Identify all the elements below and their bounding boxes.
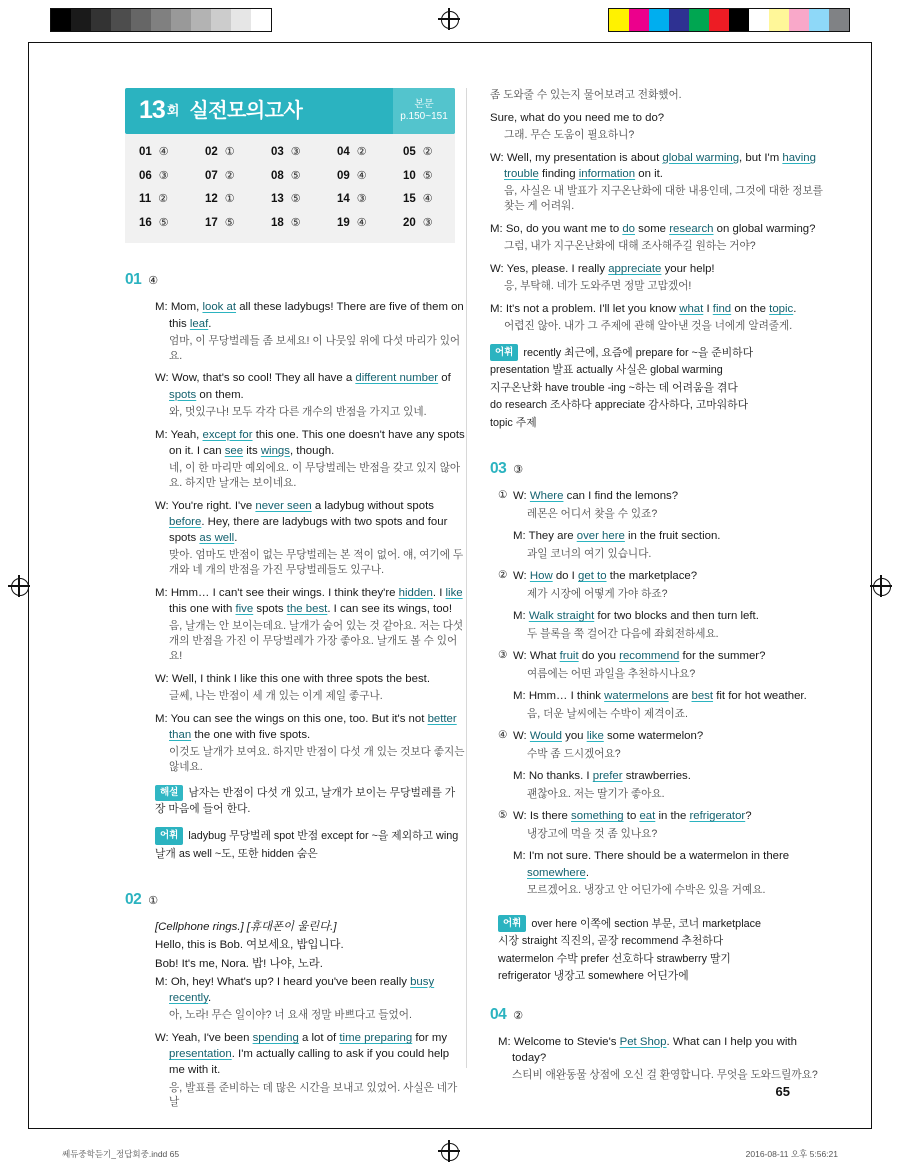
script-line: M: They are over here in the fruit section. bbox=[513, 530, 721, 543]
vocabulary-line: watermelon 수박 prefer 선호하다 strawberry 딸기 bbox=[498, 952, 731, 965]
script-line: M: Yeah, except for this one. This one doesn't have any spots on it. I can see its wings, though. bbox=[155, 428, 465, 457]
answer-choice: ⑤ bbox=[158, 216, 169, 229]
answer-choice: ③ bbox=[422, 216, 433, 229]
vocabulary-line: topic 주제 bbox=[490, 416, 537, 429]
answer-choice: ④ bbox=[158, 146, 169, 158]
sub-dialog bbox=[498, 808, 830, 904]
answer-item bbox=[323, 215, 389, 232]
answer-question-number: 12 bbox=[205, 193, 218, 206]
vocabulary-line: do research 조사하다 appreciate 감사하다, 고마워하다 bbox=[490, 399, 749, 412]
script-line: W: Is there something to eat in the refrigerator? bbox=[513, 810, 752, 823]
script-translation: 수박 좀 드시겠어요? bbox=[527, 747, 621, 760]
lesson-number: 13 bbox=[139, 96, 165, 125]
script-04 bbox=[498, 1034, 830, 1083]
script-line: Sure, what do you need me to do? bbox=[490, 111, 665, 124]
answer-question-number: 09 bbox=[337, 169, 350, 182]
script-translation: 맞아. 엄마도 반점이 없는 무당벌레는 본 적이 없어. 얘, 여기에 두 개와 네 개의 반점을 가진 무당벌레들도 있구나. bbox=[169, 549, 464, 577]
question-answer: ① bbox=[148, 895, 159, 908]
answer-item bbox=[191, 215, 257, 232]
vocabulary-tag: 어휘 bbox=[490, 344, 518, 361]
answer-choice: ④ bbox=[356, 216, 367, 229]
answer-item bbox=[389, 144, 455, 161]
script-translation: 그럼, 내가 지구온난화에 대해 조사해주길 원하는 거야? bbox=[504, 240, 756, 253]
answer-choice: ③ bbox=[290, 146, 301, 158]
script-line: W: Would you like some watermelon? bbox=[513, 730, 704, 743]
vocabulary-note-03 bbox=[498, 915, 830, 986]
right-column bbox=[490, 88, 830, 1090]
script-line: W: What fruit do you recommend for the summer? bbox=[513, 650, 766, 663]
script-translation: 네, 이 한 마리만 예외에요. 이 무당벌레는 반점을 갖고 있지 않아요. 하지만 날개는 보이네요. bbox=[169, 462, 461, 489]
answer-choice: ① bbox=[224, 146, 235, 158]
script-translation: 음, 사실은 내 발표가 지구온난화에 대한 내용인데, 그것에 대한 정보를 찾는 게 어려워. bbox=[504, 185, 823, 213]
script-02 bbox=[155, 919, 465, 1110]
script-translation: 그래. 무슨 도움이 필요하니? bbox=[504, 129, 635, 142]
script-line: W: You're right. I've never seen a ladybug without spots before. Hey, there are ladybugs with two spots and four spots as well. bbox=[155, 499, 448, 545]
script-translation: 모르겠어요. 냉장고 안 어딘가에 수박은 있을 거예요. bbox=[527, 883, 766, 896]
script-line: M: Mom, look at all these ladybugs! There are five of them on this leaf. bbox=[155, 301, 464, 330]
answer-question-number: 04 bbox=[337, 146, 350, 158]
sub-dialog-number: ① bbox=[498, 489, 508, 502]
stage-direction: [Cellphone rings.] [휴대폰이 울린다.] bbox=[155, 921, 337, 934]
vocabulary-tag: 어휘 bbox=[155, 827, 183, 844]
lesson-title: 실전모의고사 bbox=[189, 99, 303, 122]
answer-item bbox=[389, 215, 455, 232]
answer-choice: ③ bbox=[356, 193, 367, 206]
answer-key-grid bbox=[125, 134, 455, 243]
answer-item bbox=[125, 215, 191, 232]
question-heading-01 bbox=[125, 269, 465, 291]
answer-question-number: 10 bbox=[403, 169, 416, 182]
answer-question-number: 05 bbox=[403, 146, 416, 158]
answer-item bbox=[125, 144, 191, 161]
page-number: 65 bbox=[775, 1084, 790, 1099]
vocabulary-line: presentation 발표 actually 사실은 global warming bbox=[490, 364, 723, 377]
answer-choice: ③ bbox=[158, 169, 169, 182]
answer-question-number: 19 bbox=[337, 216, 350, 229]
script-line: M: Hmm… I can't see their wings. I think they're hidden. I like this one with five spots the best. I can see its wings, too! bbox=[155, 586, 463, 616]
grayscale-calibration-bar bbox=[50, 8, 272, 32]
footer-file-name: 쎄듀중학듣기_정답회중.indd 65 bbox=[62, 1149, 180, 1159]
sub-dialog bbox=[498, 648, 830, 728]
sub-dialog-number: ⑤ bbox=[498, 809, 508, 822]
answer-choice: ⑤ bbox=[290, 216, 301, 229]
sub-dialog-number: ② bbox=[498, 569, 508, 582]
script-line: M: I'm not sure. There should be a watermelon in there somewhere. bbox=[513, 850, 790, 879]
answer-choice: ⑤ bbox=[290, 193, 301, 206]
page-reference-label: 본문 bbox=[414, 99, 434, 110]
answer-choice: ② bbox=[224, 169, 235, 182]
script-line: M: You can see the wings on this one, too. But it's not better than the one with five spots. bbox=[155, 712, 457, 741]
explanation-text: 남자는 반점이 다섯 개 있고, 날개가 보이는 무당벌레를 가장 마음에 들어 한다. bbox=[155, 786, 456, 816]
sub-dialog bbox=[498, 728, 830, 808]
question-answer: ② bbox=[513, 1009, 524, 1022]
answer-item bbox=[323, 191, 389, 208]
answer-question-number: 01 bbox=[139, 146, 152, 158]
script-translation: 음, 날개는 안 보이는데요. 날개가 숨어 있는 것 같아요. 저는 다섯 개의 반점을 가진 이 무당벌레가 가장 좋아요. 날개도 볼 수 있어요! bbox=[169, 620, 464, 662]
script-translation: 어렵진 않아. 내가 그 주제에 관해 알아낸 것을 너에게 알려줄게. bbox=[504, 320, 793, 333]
script-translation: 응, 부탁해. 네가 도와주면 정말 고맙겠어! bbox=[504, 280, 692, 293]
script-translation: 음, 더운 날씨에는 수박이 제격이죠. bbox=[527, 707, 688, 720]
script-03 bbox=[498, 488, 830, 904]
answer-item bbox=[323, 168, 389, 185]
footer-timestamp: 2016-08-11 오후 5:56:21 bbox=[745, 1149, 838, 1159]
registration-mark-left bbox=[8, 575, 30, 597]
script-translation: 글쎄, 나는 반점이 세 개 있는 이게 제일 좋구나. bbox=[169, 689, 383, 702]
color-calibration-bar bbox=[608, 8, 850, 32]
answer-item bbox=[191, 144, 257, 161]
script-02-continued bbox=[490, 88, 830, 334]
script-line: W: Yeah, I've been spending a lot of time preparing for my presentation. I'm actually calling to ask if you could help me with it. bbox=[155, 1032, 450, 1077]
question-heading-02 bbox=[125, 889, 465, 911]
answer-choice: ② bbox=[356, 146, 367, 158]
explanation-tag: 해설 bbox=[155, 785, 183, 801]
answer-question-number: 16 bbox=[139, 216, 152, 229]
script-line: W: Yes, please. I really appreciate your help! bbox=[490, 262, 715, 275]
answer-choice: ② bbox=[422, 146, 433, 158]
script-line: W: Well, I think I like this one with three spots the best. bbox=[155, 672, 430, 685]
answer-question-number: 15 bbox=[403, 193, 416, 206]
answer-choice: ⑤ bbox=[422, 169, 433, 182]
script-line: M: Walk straight for two blocks and then turn left. bbox=[513, 610, 759, 623]
script-translation: 과일 코너의 여기 있습니다. bbox=[527, 547, 652, 560]
answer-question-number: 08 bbox=[271, 169, 284, 182]
answer-question-number: 06 bbox=[139, 169, 152, 182]
answer-question-number: 07 bbox=[205, 169, 218, 182]
answer-question-number: 11 bbox=[139, 193, 152, 206]
answer-question-number: 03 bbox=[271, 146, 284, 158]
script-line: M: Hmm… I think watermelons are best fit for hot weather. bbox=[513, 690, 807, 703]
script-line: Bob! It's me, Nora. 밥! 나야, 노라. bbox=[155, 957, 323, 970]
page-frame-top bbox=[28, 42, 872, 43]
page-reference-pages: p.150~151 bbox=[400, 111, 448, 122]
script-translation: 좀 도와줄 수 있는지 물어보려고 전화했어. bbox=[490, 89, 682, 101]
vocabulary-line: over here 이쪽에 section 부문, 코너 marketplace bbox=[531, 917, 761, 930]
vocabulary-tag: 어휘 bbox=[498, 915, 526, 932]
answer-item bbox=[125, 191, 191, 208]
script-translation: 엄마, 이 무당벌레들 좀 보세요! 이 나뭇잎 위에 다섯 마리가 있어요. bbox=[169, 334, 461, 362]
script-line: W: How do I get to the marketplace? bbox=[513, 570, 698, 583]
question-number: 01 bbox=[125, 271, 142, 289]
answer-question-number: 14 bbox=[337, 193, 350, 206]
answer-item bbox=[257, 168, 323, 185]
script-translation: 괜찮아요. 저는 딸기가 좋아요. bbox=[527, 787, 665, 800]
page-frame-left bbox=[28, 42, 29, 1128]
question-number: 04 bbox=[490, 1005, 507, 1023]
explanation-note-01 bbox=[155, 785, 465, 817]
answer-choice: ② bbox=[158, 193, 169, 206]
vocabulary-note-01 bbox=[155, 827, 465, 863]
script-line: W: Where can I find the lemons? bbox=[513, 490, 679, 503]
left-column bbox=[125, 88, 465, 1117]
question-heading-04 bbox=[490, 1004, 830, 1026]
script-line: M: Welcome to Stevie's Pet Shop. What can I help you with today? bbox=[498, 1035, 797, 1064]
script-line: W: Well, my presentation is about global warming, but I'm having trouble finding information on it. bbox=[490, 151, 816, 181]
lesson-banner bbox=[125, 88, 455, 134]
vocabulary-note-02 bbox=[490, 344, 830, 432]
answer-choice: ④ bbox=[422, 193, 433, 206]
vocabulary-line: recently 최근에, 요즘에 prepare for ~을 준비하다 bbox=[523, 346, 754, 359]
vocabulary-text: ladybug 무당벌레 spot 반점 except for ~을 제외하고 wing 날개 as well ~도, 또한 hidden 숨은 bbox=[155, 830, 459, 860]
script-line: M: No thanks. I prefer strawberries. bbox=[513, 770, 691, 783]
sub-dialog-number: ④ bbox=[498, 729, 508, 742]
script-translation: 아, 노라! 무슨 일이야? 너 요새 정말 바쁘다고 들었어. bbox=[169, 1009, 412, 1022]
question-number: 02 bbox=[125, 891, 142, 909]
question-heading-03 bbox=[490, 458, 830, 480]
script-line: W: Wow, that's so cool! They all have a different number of spots on them. bbox=[155, 372, 451, 401]
page-frame-right bbox=[871, 42, 872, 1128]
answer-choice: ④ bbox=[356, 169, 367, 182]
script-translation: 응, 발표를 준비하는 데 많은 시간을 보내고 있었어. 사실은 네가 날 bbox=[169, 1081, 458, 1109]
answer-question-number: 17 bbox=[205, 216, 218, 229]
script-translation: 와, 멋있구나! 모두 각각 다른 개수의 반점을 가지고 있네. bbox=[169, 405, 427, 418]
registration-mark-top bbox=[438, 8, 460, 30]
answer-question-number: 20 bbox=[403, 216, 416, 229]
page-reference bbox=[393, 88, 455, 134]
answer-item bbox=[125, 168, 191, 185]
script-line: M: So, do you want me to do some research on global warming? bbox=[490, 222, 816, 235]
question-number: 03 bbox=[490, 460, 507, 478]
script-translation: 두 블록을 쭉 걸어간 다음에 좌회전하세요. bbox=[527, 627, 719, 640]
answer-item bbox=[191, 168, 257, 185]
vocabulary-line: 지구온난화 have trouble -ing ~하는 데 어려움을 겪다 bbox=[490, 381, 738, 394]
answer-item bbox=[191, 191, 257, 208]
registration-mark-right bbox=[870, 575, 892, 597]
script-01 bbox=[155, 299, 465, 774]
sub-dialog-number: ③ bbox=[498, 649, 508, 662]
answer-item bbox=[257, 144, 323, 161]
script-translation: 냉장고에 먹을 것 좀 있나요? bbox=[527, 827, 658, 840]
vocabulary-line: refrigerator 냉장고 somewhere 어딘가에 bbox=[498, 970, 689, 983]
answer-question-number: 02 bbox=[205, 146, 218, 158]
script-translation: 이것도 날개가 보여요. 하지만 반점이 다섯 개 있는 것보다 좋지는 않네요. bbox=[169, 746, 465, 773]
answer-question-number: 18 bbox=[271, 216, 284, 229]
question-answer: ④ bbox=[148, 275, 159, 288]
script-translation: 레몬은 어디서 찾을 수 있죠? bbox=[527, 507, 658, 520]
vocabulary-line: 시장 straight 직진의, 곧장 recommend 추천하다 bbox=[498, 935, 724, 948]
column-divider bbox=[466, 88, 467, 1068]
answer-item bbox=[323, 144, 389, 161]
sub-dialog bbox=[498, 488, 830, 568]
script-line: M: Oh, hey! What's up? I heard you've been really busy recently. bbox=[155, 975, 435, 1004]
answer-question-number: 13 bbox=[271, 193, 284, 206]
answer-item bbox=[389, 168, 455, 185]
script-translation: 스티비 애완동물 상점에 오신 걸 환영합니다. 무엇을 도와드릴까요? bbox=[512, 1069, 818, 1081]
script-line: M: It's not a problem. I'll let you know what I find on the topic. bbox=[490, 302, 797, 315]
sub-dialog bbox=[498, 568, 830, 648]
answer-choice: ① bbox=[224, 193, 235, 206]
answer-item bbox=[389, 191, 455, 208]
script-line: Hello, this is Bob. 여보세요, 밥입니다. bbox=[155, 939, 344, 952]
script-translation: 여름에는 어떤 과일을 추천하시나요? bbox=[527, 667, 696, 680]
answer-item bbox=[257, 215, 323, 232]
answer-choice: ⑤ bbox=[224, 216, 235, 229]
page-frame-bottom bbox=[28, 1128, 872, 1129]
answer-item bbox=[257, 191, 323, 208]
answer-choice: ⑤ bbox=[290, 169, 301, 182]
lesson-unit: 회 bbox=[166, 102, 180, 118]
registration-mark-bottom bbox=[438, 1140, 460, 1162]
question-answer: ③ bbox=[513, 464, 524, 477]
script-translation: 제가 시장에 어떻게 가야 하죠? bbox=[527, 587, 668, 600]
